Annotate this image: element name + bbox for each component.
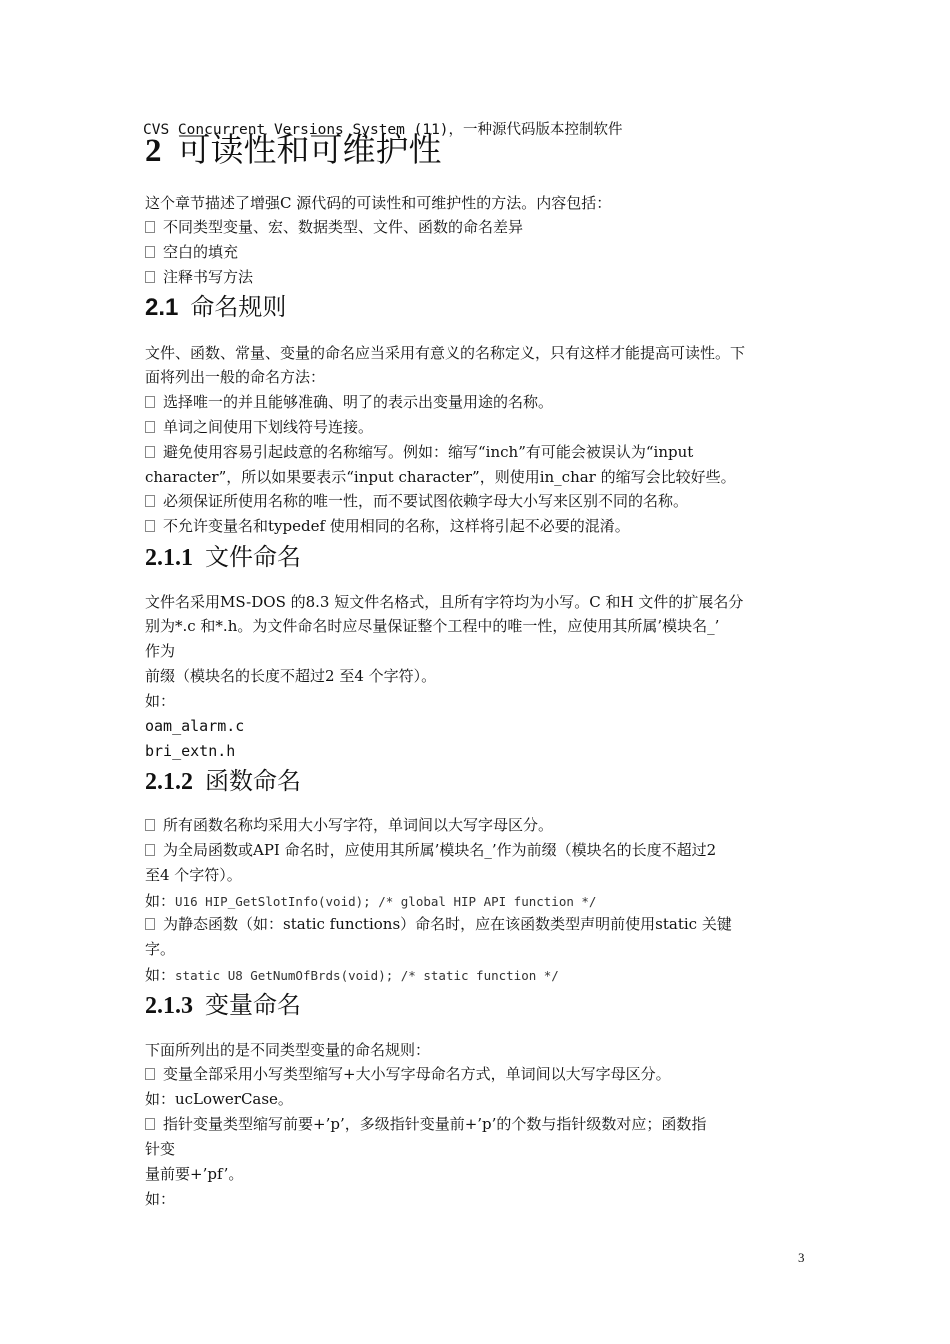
list-item: 必须保证所使用名称的唯一性，而不要试图依赖字母大小写来区别不同的名称。 (145, 491, 688, 511)
section-number: 2.1.1 (145, 545, 193, 571)
code-example: 如：static U8 GetNumOfBrds(void); /* static function */ (145, 966, 559, 984)
paragraph: 这个章节描述了增强C 源代码的可读性和可维护性的方法。内容包括： (145, 194, 612, 212)
section-title: 文件命名 (205, 543, 301, 571)
list-item: 为全局函数或API 命名时，应使用其所属’模块名_’作为前缀（模块名的长度不超过2 (145, 840, 716, 860)
bullet-icon (145, 446, 155, 458)
paragraph: 下面所列出的是不同类型变量的命名规则： (145, 1041, 431, 1059)
paragraph: 量前要+’pf’。 (145, 1165, 244, 1183)
section-2-heading (145, 130, 442, 171)
filename-example: oam_alarm.c (145, 717, 245, 735)
section-number: 2.1 (145, 294, 179, 321)
section-title: 可读性和可维护性 (177, 130, 442, 169)
section-2-1-heading (145, 292, 286, 323)
section-title: 变量命名 (205, 991, 301, 1019)
list-item: 不同类型变量、宏、数据类型、文件、函数的命名差异 (145, 217, 523, 237)
list-item: 变量全部采用小写类型缩写+大小写字母命名方式，单词间以大写字母区分。 (145, 1064, 671, 1084)
code-example: 如：U16 HIP_GetSlotInfo(void); /* global HIP API function */ (145, 892, 597, 910)
bullet-icon (145, 396, 155, 408)
bullet-icon (145, 271, 155, 283)
paragraph: 如：ucLowerCase。 (145, 1090, 293, 1108)
paragraph: 文件、函数、常量、变量的命名应当采用有意义的名称定义，只有这样才能提高可读性。下 (145, 344, 746, 362)
paragraph: 针变 (145, 1140, 176, 1158)
list-item: 注释书写方法 (145, 267, 253, 287)
section-number: 2 (145, 133, 162, 169)
list-item: 不允许变量名和typedef 使用相同的名称，这样将引起不必要的混淆。 (145, 516, 630, 536)
bullet-icon (145, 221, 155, 233)
section-number: 2.1.2 (145, 769, 193, 795)
header-line: CVS Concurrent Versions System (11)，一种源代码版本控制软件 (143, 122, 623, 138)
paragraph: 作为 (145, 642, 176, 660)
filename-example: bri_extn.h (145, 742, 236, 760)
bullet-icon (145, 819, 155, 831)
section-2-1-3-heading (145, 990, 301, 1021)
paragraph: 至4 个字符）。 (145, 866, 242, 884)
bullet-icon (145, 1068, 155, 1080)
section-number: 2.1.3 (145, 993, 193, 1019)
list-item: 选择唯一的并且能够准确、明了的表示出变量用途的名称。 (145, 392, 553, 412)
list-item: 所有函数名称均采用大小写字符，单词间以大写字母区分。 (145, 815, 553, 835)
bullet-icon (145, 421, 155, 433)
list-item: 空白的填充 (145, 242, 238, 262)
bullet-icon (145, 495, 155, 507)
list-item: 指针变量类型缩写前要+’p’，多级指针变量前+’p’的个数与指针级数对应；函数指 (145, 1114, 706, 1134)
bullet-icon (145, 246, 155, 258)
list-item: 避免使用容易引起歧意的名称缩写。例如：缩写“inch”有可能会被误认为“input (145, 442, 693, 462)
paragraph: 字。 (145, 940, 176, 958)
list-item: 单词之间使用下划线符号连接。 (145, 417, 373, 437)
section-2-1-1-heading (145, 542, 301, 573)
section-title: 函数命名 (205, 767, 301, 795)
list-item: 为静态函数（如：static functions）命名时，应在该函数类型声明前使用static 关键 (145, 914, 732, 934)
paragraph: 前缀（模块名的长度不超过2 至4 个字符）。 (145, 667, 437, 685)
bullet-icon (145, 1118, 155, 1130)
bullet-icon (145, 844, 155, 856)
bullet-icon (145, 918, 155, 930)
paragraph: 如： (145, 692, 176, 710)
paragraph: 别为*.c 和*.h。为文件命名时应尽量保证整个工程中的唯一性，应使用其所属’模块名_’ (145, 617, 720, 635)
paragraph: 文件名采用MS-DOS 的8.3 短文件名格式，且所有字符均为小写。C 和H 文件的扩展名分 (145, 593, 744, 611)
paragraph: character”，所以如果要表示“input character”，则使用in_char 的缩写会比较好些。 (145, 468, 736, 486)
bullet-icon (145, 520, 155, 532)
section-title: 命名规则 (190, 293, 287, 321)
section-2-1-2-heading (145, 766, 301, 797)
page-number: 3 (798, 1250, 805, 1265)
paragraph: 如： (145, 1190, 176, 1208)
paragraph: 面将列出一般的命名方法： (145, 368, 326, 386)
